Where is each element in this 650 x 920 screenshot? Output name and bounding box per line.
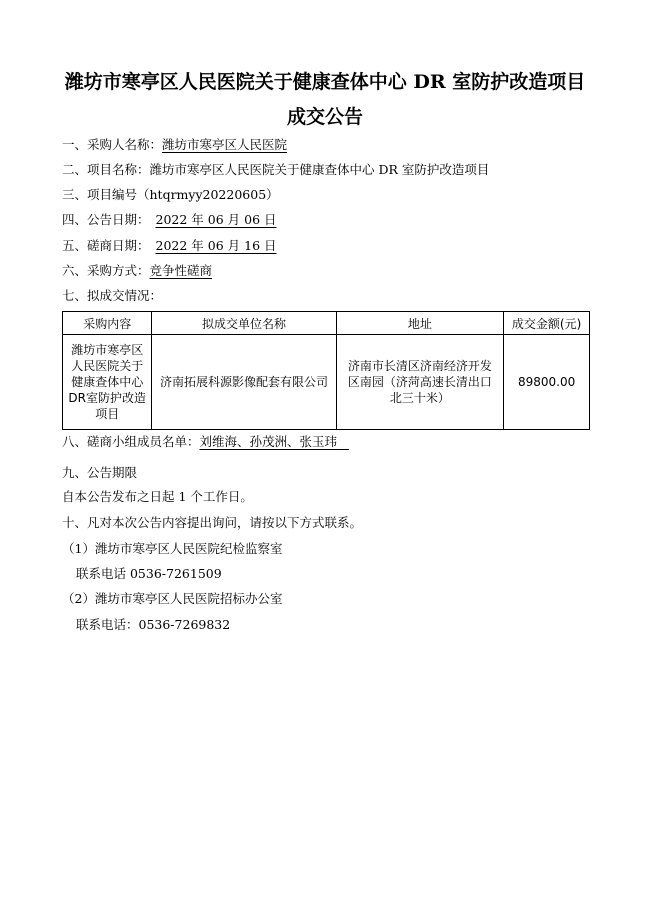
method-value: 竞争性磋商 (149, 263, 213, 278)
announce-date-label: 四、公告日期： (62, 212, 150, 227)
members-value: 刘维海、孙茂洲、张玉玮 (199, 434, 338, 449)
header-company: 拟成交单位名称 (152, 312, 336, 335)
title-line-2: 成交公告 (286, 106, 363, 128)
project-name-value: 潍坊市寒亭区人民医院关于健康查体中心 DR 室防护改造项目 (149, 162, 490, 177)
cell-content: 潍坊市寒亭区 人民医院关于 健康查体中心 DR室防护改造 项目 (63, 335, 152, 430)
members-label: 八、磋商小组成员名单： (62, 434, 200, 449)
announce-date-line (62, 212, 277, 228)
contact-2-phone: 联系电话：0536-7269832 (76, 617, 231, 632)
deal-table (62, 311, 590, 430)
negotiation-date-line (62, 238, 277, 254)
period-label: 九、公告期限 (62, 465, 138, 480)
header-amount: 成交金额(元) (504, 312, 590, 335)
project-name-label: 二、项目名称： (62, 162, 150, 177)
contact-1-phone: 联系电话 0536-7261509 (76, 566, 222, 581)
purchaser-label: 一、采购人名称： (62, 137, 163, 152)
cell-company: 济南拓展科源影像配套有限公司 (152, 335, 336, 430)
purchaser-value: 潍坊市寒亭区人民医院 (162, 137, 288, 152)
contact-intro: 十、凡对本次公告内容提出询问，请按以下方式联系。 (62, 515, 363, 530)
cell-address: 济南市长清区济南经济开发 区南园（济菏高速长清出口 北三十米） (336, 335, 504, 430)
header-content: 采购内容 (63, 312, 152, 335)
cell-amount: 89800.00 (504, 335, 590, 430)
title-line-1: 潍坊市寒亭区人民医院关于健康查体中心 DR 室防护改造项目 (64, 71, 586, 93)
announce-date-value: 2022 年 06 月 06 日 (155, 212, 277, 227)
contact-1-name: （1）潍坊市寒亭区人民医院纪检监察室 (62, 541, 283, 556)
table-row (63, 335, 590, 430)
method-label: 六、采购方式： (62, 263, 150, 278)
method-line (62, 263, 212, 279)
header-address: 地址 (336, 312, 504, 335)
members-line (62, 434, 349, 450)
project-name-line (62, 162, 489, 178)
purchaser-line (62, 137, 287, 153)
deal-label: 七、拟成交情况： (62, 288, 163, 303)
table-header-row (63, 312, 590, 335)
negotiation-date-value: 2022 年 06 月 16 日 (155, 238, 277, 253)
project-number-line: 三、项目编号（htqrmyy20220605） (62, 187, 279, 202)
negotiation-date-label: 五、磋商日期： (62, 238, 150, 253)
period-text: 自本公告发布之日起 1 个工作日。 (62, 489, 253, 504)
contact-2-name: （2）潍坊市寒亭区人民医院招标办公室 (62, 591, 283, 606)
